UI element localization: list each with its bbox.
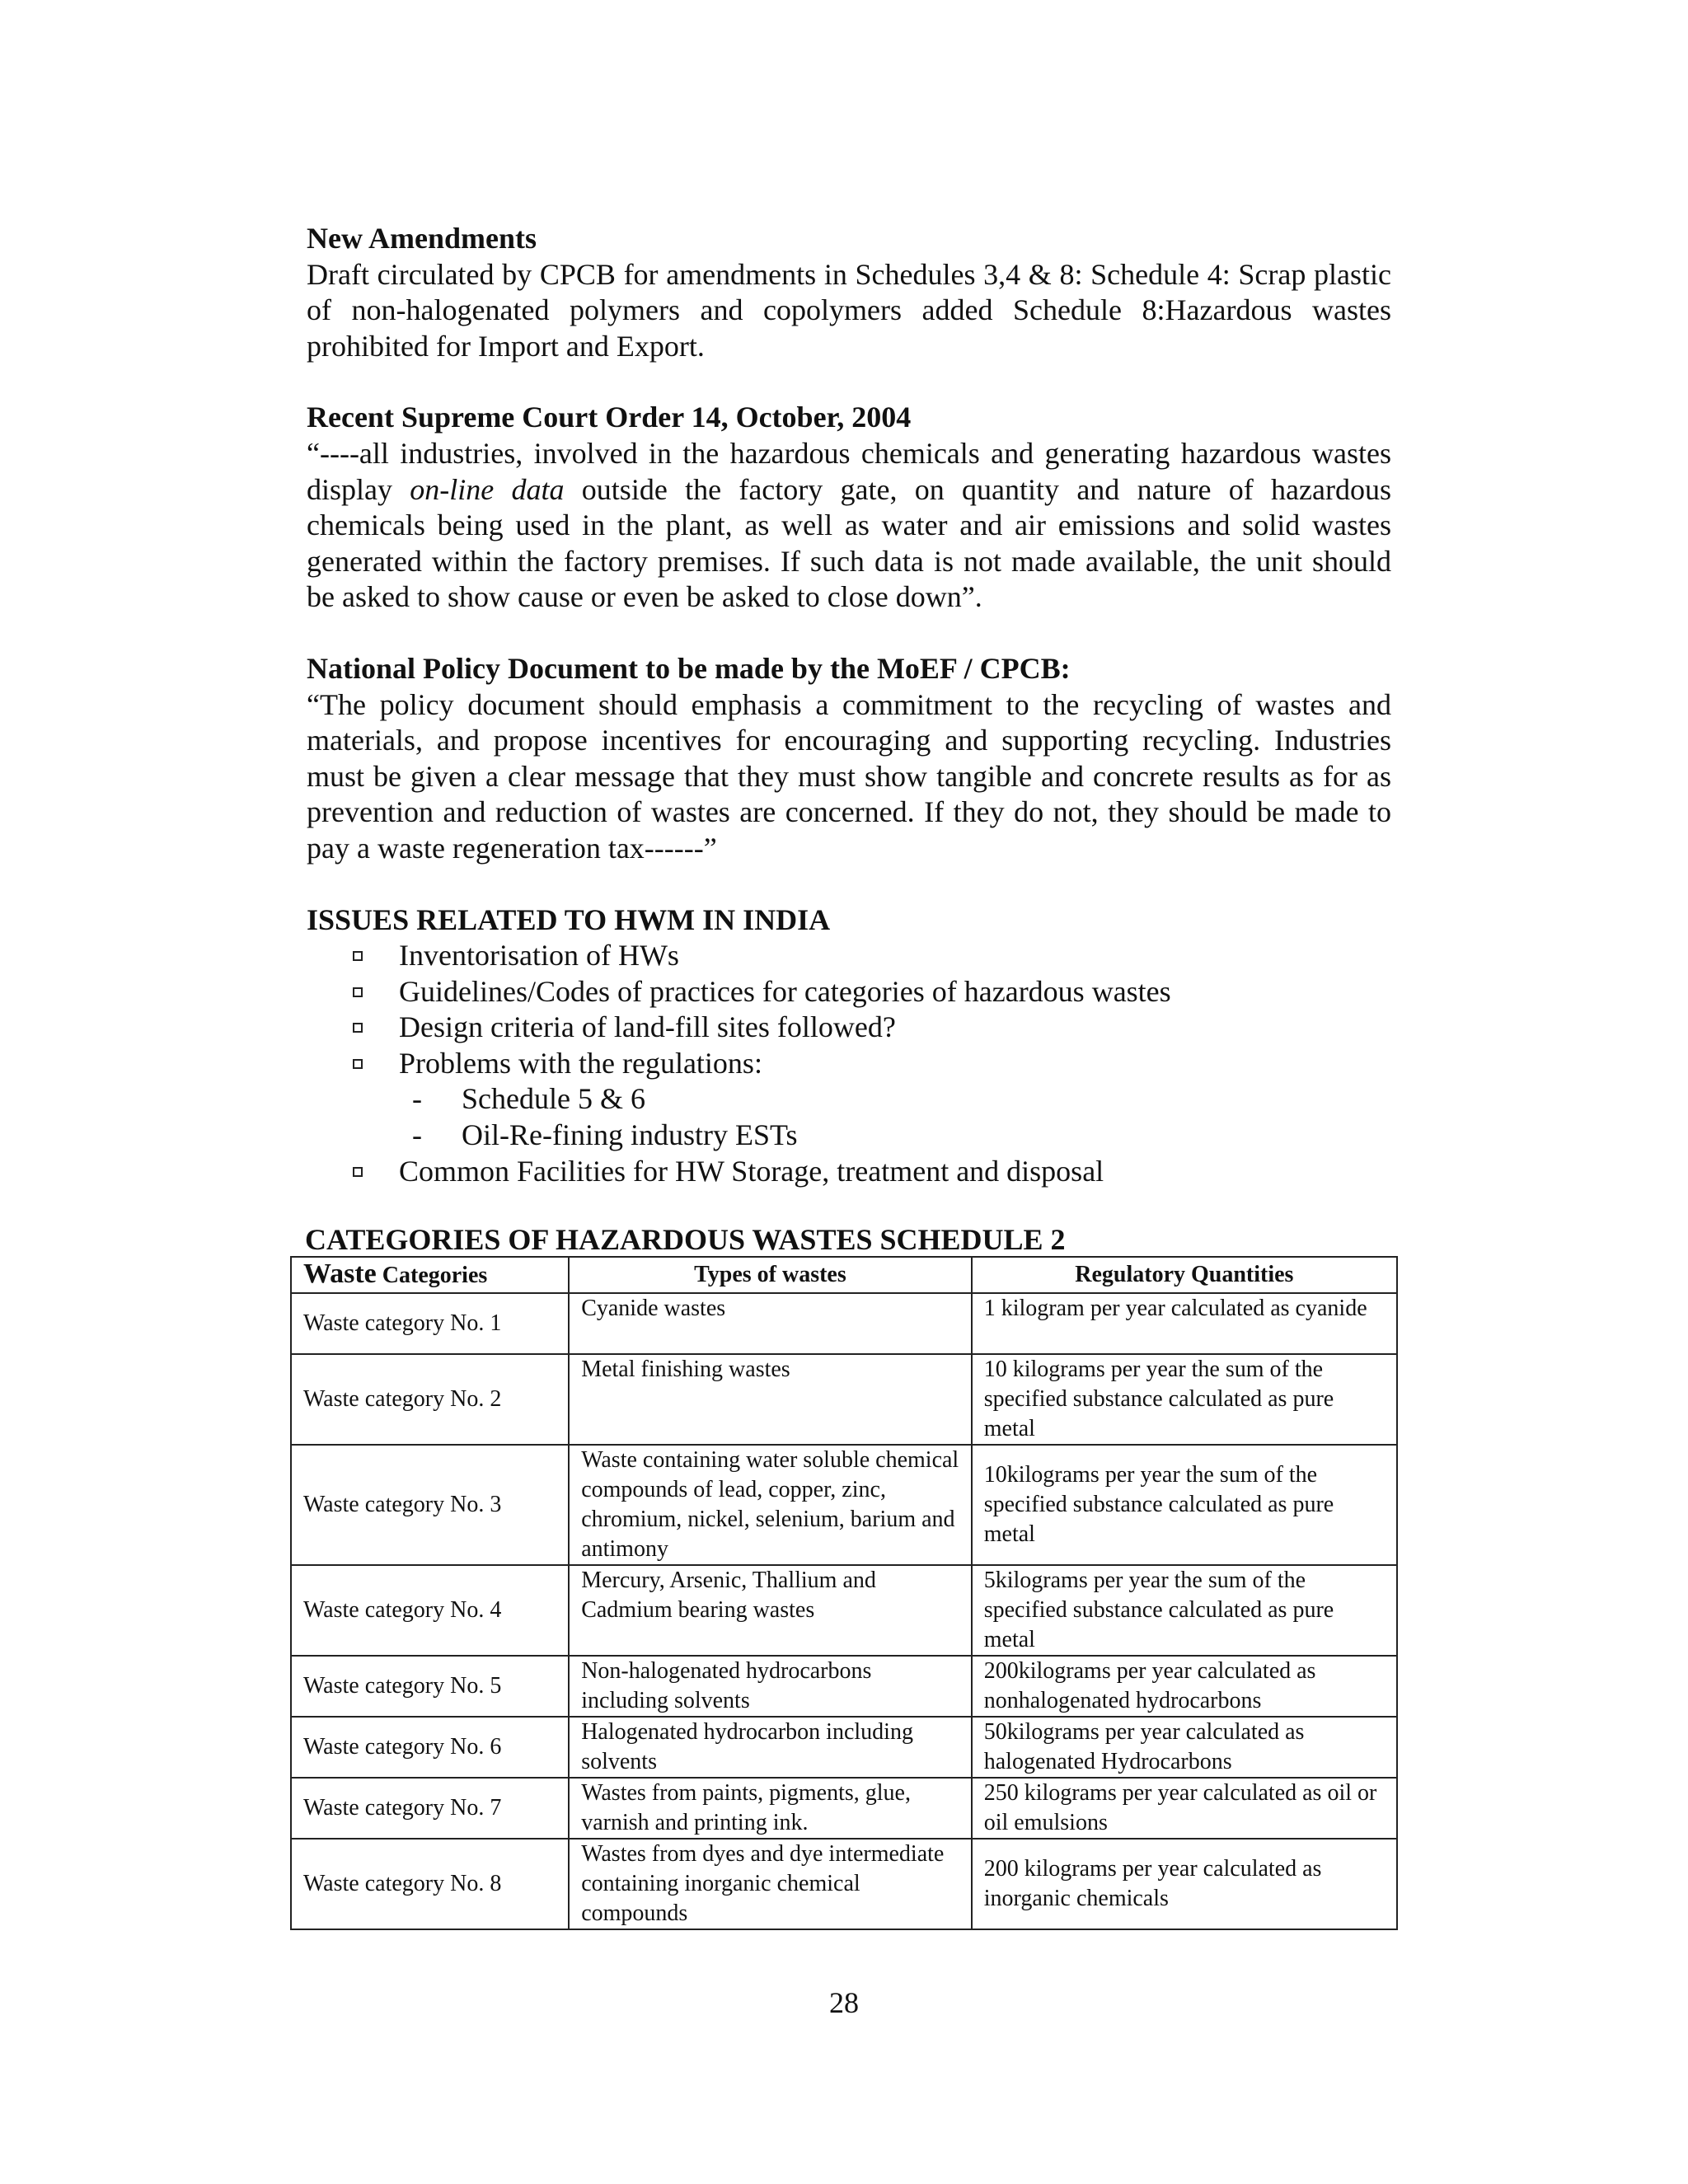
table-row [291,1839,1397,1929]
quantity-cell: 200 kilograms per year calculated as inorganic chemicals [972,1839,1397,1929]
list-item [307,1010,1391,1046]
type-cell: Metal finishing wastes [569,1354,972,1445]
quantity-cell: 10 kilograms per year the sum of the specified substance calculated as pure metal [972,1354,1397,1445]
table-row [291,1445,1397,1565]
policy-heading: National Policy Document to be made by the MoEF / CPCB: [307,651,1071,685]
list-item-label: Design criteria of land-fill sites followed? [399,1010,896,1044]
header-quantities: Regulatory Quantities [972,1257,1397,1293]
quantity-cell: 200kilograms per year calculated as nonhalogenated hydrocarbons [972,1656,1397,1717]
list-item-label: Common Facilities for HW Storage, treatment and disposal [399,1154,1104,1188]
category-cell: Waste category No. 6 [291,1717,569,1778]
type-cell: Wastes from paints, pigments, glue, varnish and printing ink. [569,1778,972,1839]
court-order-heading: Recent Supreme Court Order 14, October, 2004 [307,401,912,434]
court-order-text [307,436,1391,616]
waste-categories-table [290,1256,1398,1930]
table-row [291,1656,1397,1717]
policy-text: “The policy document should emphasis a commitment to the recycling of wastes and materials, and propose incentives for encouraging and supporting recycling. Industries must be given a clear message that they must show tangible and concrete results as for as prevention and reduction of wastes are concerned. If they do not, they should be made to pay a waste regeneration tax------” [307,687,1391,865]
page-content [307,221,1391,1225]
header-categories [291,1257,569,1293]
header-categories-small: Categories [376,1263,488,1288]
type-cell: Waste containing water soluble chemical compounds of lead, copper, zinc, chromium, nickel, selenium, barium and antimony [569,1445,972,1565]
category-cell: Waste category No. 4 [291,1565,569,1656]
sub-list [399,1081,1391,1153]
court-order-text-end: outside the factory gate, on quantity and nature of hazardous chemicals being used in the plant, as well as water and air emissions and solid wastes generated within the factory premises. If such data is not made available, the unit should be asked to show cause or even be asked to close down”. [307,472,1391,614]
header-categories-big: Waste [303,1258,377,1289]
quantity-cell: 50kilograms per year calculated as halogenated Hydrocarbons [972,1717,1397,1778]
amendments-section [307,221,1391,364]
court-order-text-start: “----all industries, involved in the hazardous chemicals and generating hazardous wastes display [307,436,1391,506]
sub-list-item-label: Schedule 5 & 6 [462,1082,645,1116]
issues-heading: ISSUES RELATED TO HWM IN INDIA [307,902,831,936]
sub-list-item [399,1081,1391,1118]
square-bullet-icon [353,987,363,997]
list-item-label: Inventorisation of HWs [399,939,679,972]
court-order-emphasis: on-line data [410,472,565,506]
quantity-cell: 1 kilogram per year calculated as cyanide [972,1293,1397,1354]
table-title: CATEGORIES OF HAZARDOUS WASTES SCHEDULE 2 [305,1223,1066,1256]
category-cell: Waste category No. 2 [291,1354,569,1445]
dash-bullet: - [412,1118,422,1152]
table-row [291,1717,1397,1778]
quantity-cell: 250 kilograms per year calculated as oil or oil emulsions [972,1778,1397,1839]
list-item [307,974,1391,1010]
quantity-cell: 10kilograms per year the sum of the specified substance calculated as pure metal [972,1445,1397,1565]
type-cell: Non-halogenated hydrocarbons including solvents [569,1656,972,1717]
category-cell: Waste category No. 5 [291,1656,569,1717]
header-types: Types of wastes [569,1257,972,1293]
category-cell: Waste category No. 1 [291,1293,569,1354]
type-cell: Wastes from dyes and dye intermediate containing inorganic chemical compounds [569,1839,972,1929]
amendments-heading: New Amendments [307,222,537,255]
sub-list-item [399,1118,1391,1154]
category-cell: Waste category No. 7 [291,1778,569,1839]
policy-section [307,651,1391,867]
table-row [291,1565,1397,1656]
category-cell: Waste category No. 8 [291,1839,569,1929]
list-item [307,938,1391,974]
table-row [291,1354,1397,1445]
category-cell: Waste category No. 3 [291,1445,569,1565]
type-cell: Halogenated hydrocarbon including solvents [569,1717,972,1778]
square-bullet-icon [353,1059,363,1069]
issues-section [307,902,1391,1190]
list-item [307,1154,1391,1190]
issues-list [307,938,1391,1189]
type-cell: Cyanide wastes [569,1293,972,1354]
sub-list-item-label: Oil-Re-fining industry ESTs [462,1118,798,1152]
square-bullet-icon [353,1167,363,1177]
table-row [291,1778,1397,1839]
list-item-label: Guidelines/Codes of practices for categories of hazardous wastes [399,974,1171,1008]
table-header-row [291,1257,1397,1293]
amendments-text: Draft circulated by CPCB for amendments in Schedules 3,4 & 8: Schedule 4: Scrap plastic of non-halogenated polymers and copolymers added Schedule 8:Hazardous wastes prohibited for Import and Export. [307,257,1391,363]
court-order-section [307,400,1391,616]
type-cell: Mercury, Arsenic, Thallium and Cadmium bearing wastes [569,1565,972,1656]
page-number: 28 [829,1986,859,2019]
square-bullet-icon [353,1023,363,1033]
list-item-label: Problems with the regulations: [399,1046,762,1080]
list-item [307,1046,1391,1154]
quantity-cell: 5kilograms per year the sum of the specified substance calculated as pure metal [972,1565,1397,1656]
dash-bullet: - [412,1082,422,1116]
square-bullet-icon [353,951,363,961]
table-row [291,1293,1397,1354]
